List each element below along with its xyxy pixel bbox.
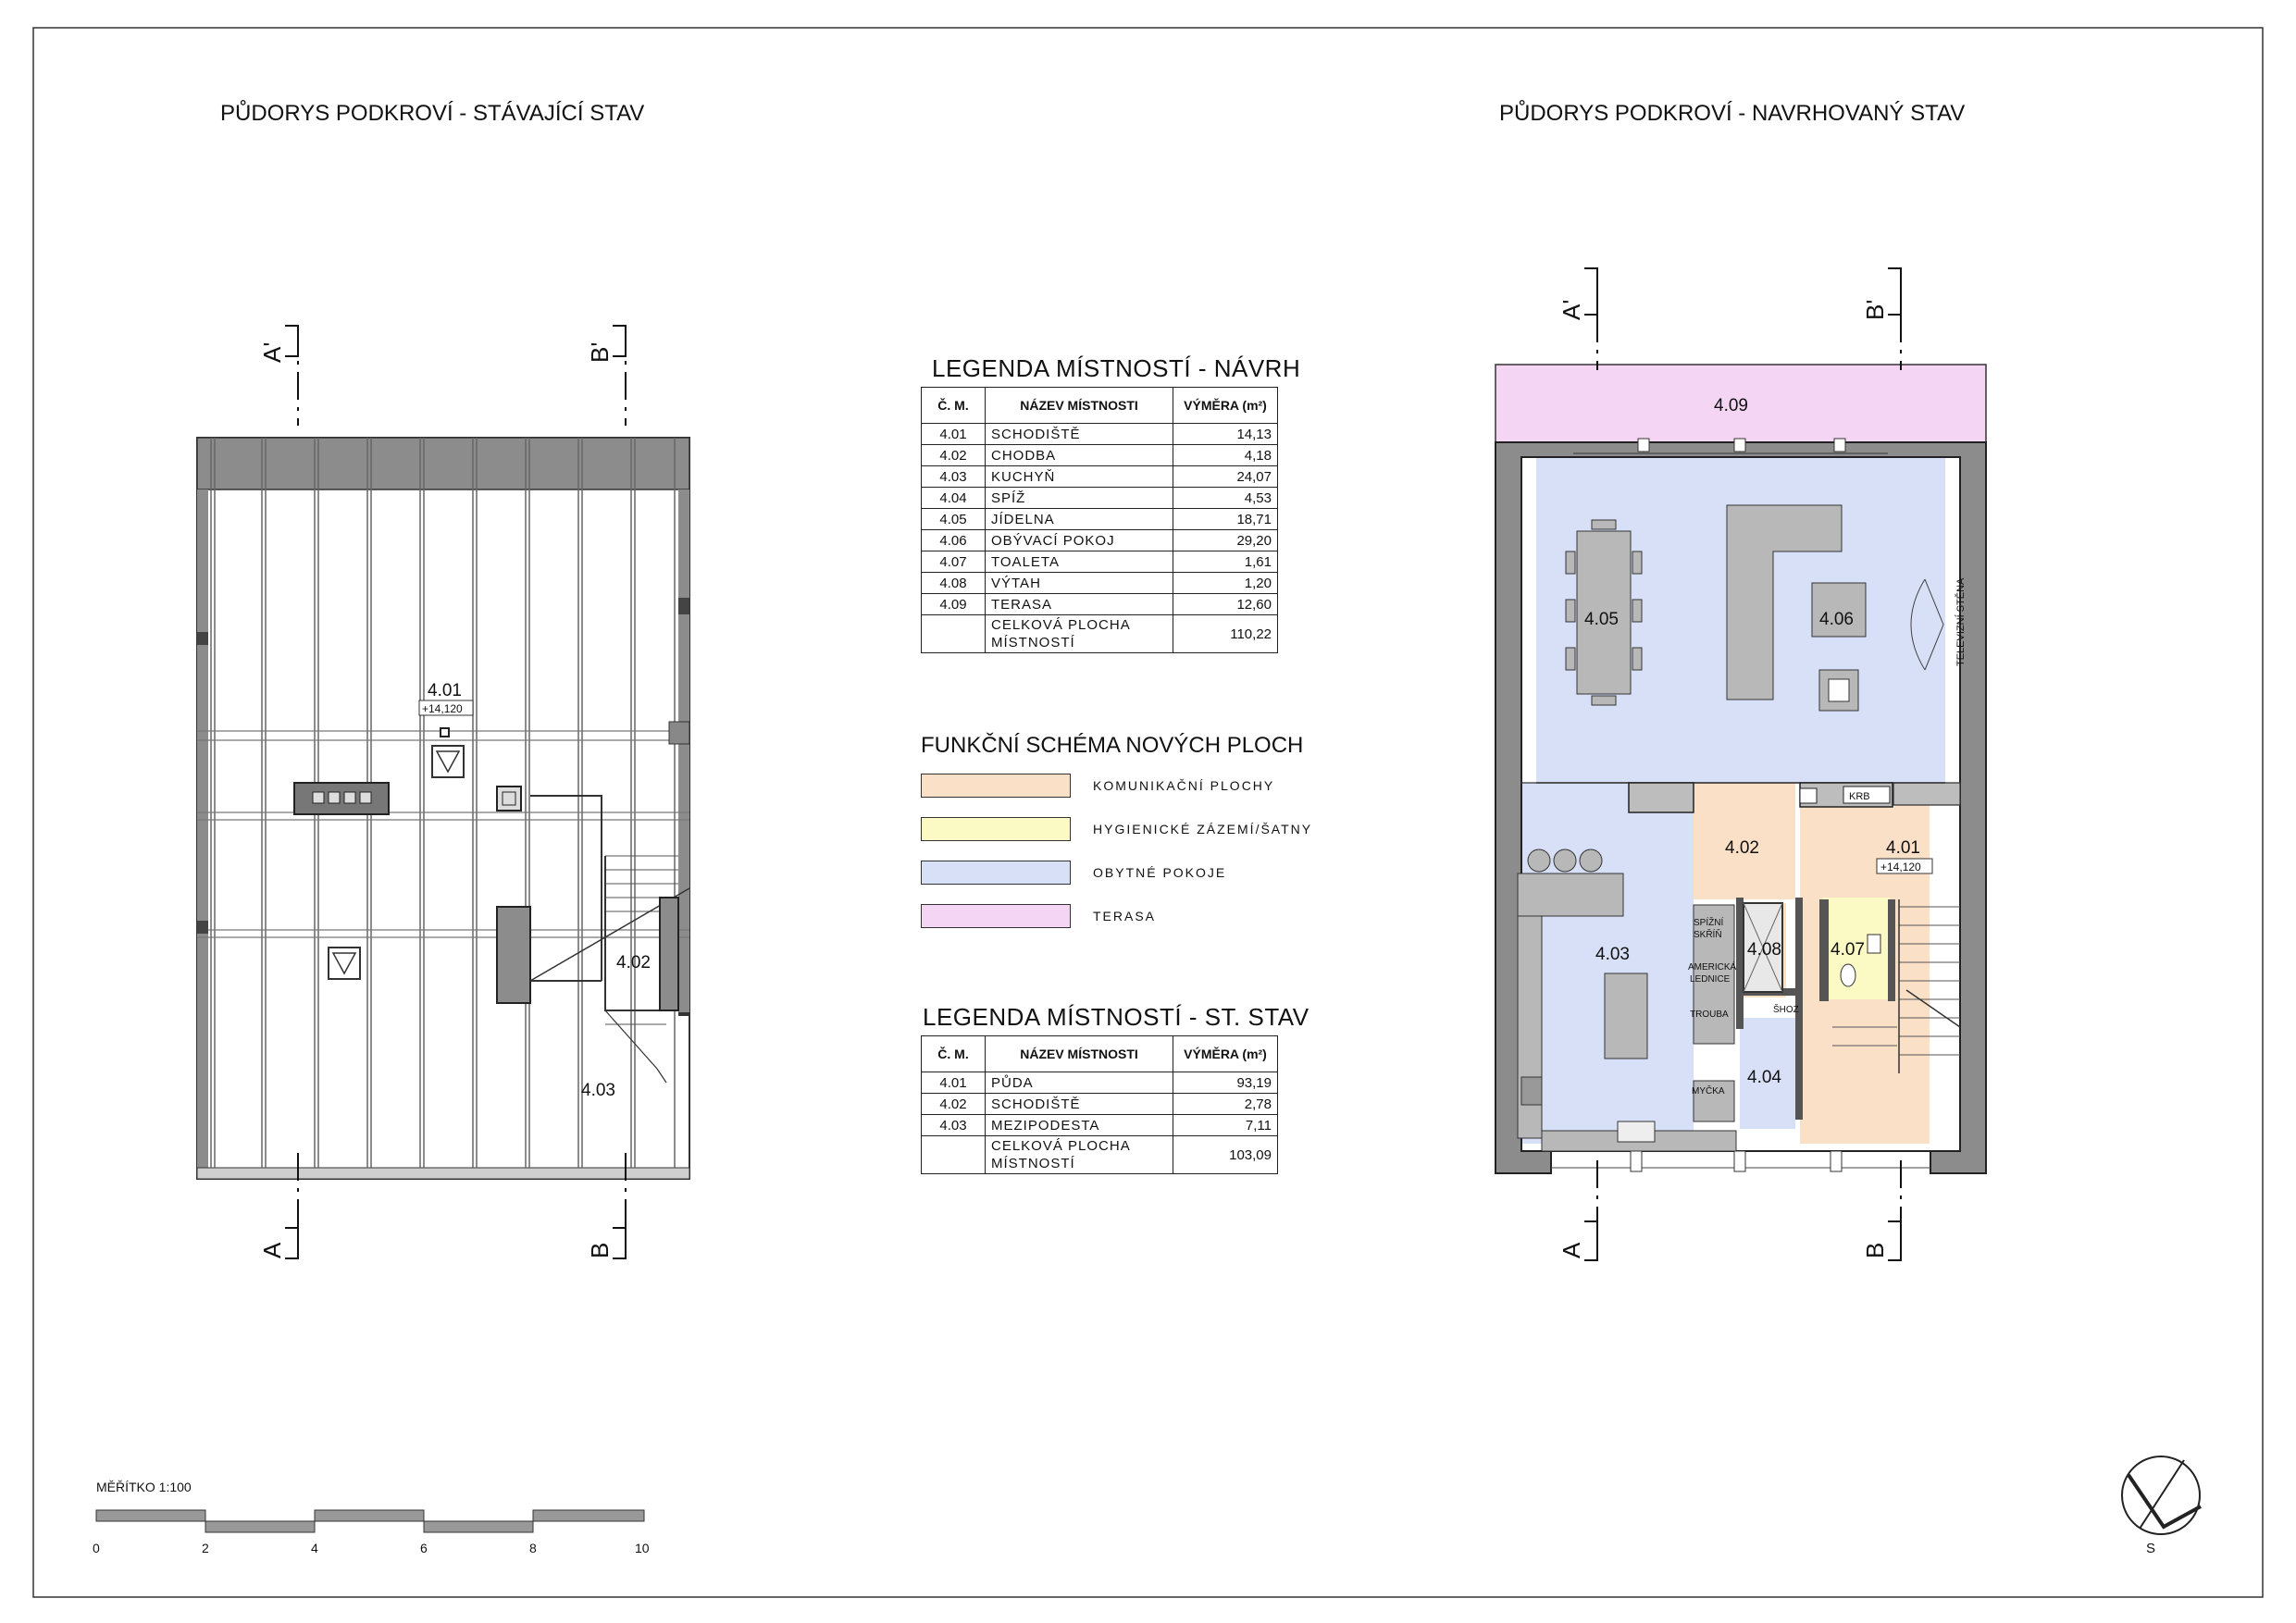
oven-label: TROUBA xyxy=(1690,1010,1729,1020)
cell-number: 4.01 xyxy=(922,1072,986,1094)
legend-swatch xyxy=(921,904,1071,928)
table-row xyxy=(922,509,1278,530)
table-row xyxy=(922,573,1278,594)
table-row xyxy=(922,1094,1278,1115)
table-row xyxy=(922,551,1278,573)
dishwasher-label: MYČKA xyxy=(1692,1086,1725,1096)
legend-existing-table xyxy=(921,1035,1278,1174)
cell-name: TOALETA xyxy=(986,551,1173,573)
legend-existing-header-number: Č. M. xyxy=(922,1036,986,1072)
cell-area: 18,71 xyxy=(1173,509,1278,530)
cell-area: 24,07 xyxy=(1173,466,1278,488)
existing-section-a-prime: A' xyxy=(258,341,286,363)
existing-room-401-level: +14,120 xyxy=(422,702,463,715)
table-row xyxy=(922,466,1278,488)
table-row xyxy=(922,530,1278,551)
proposed-plan-title: PŮDORYS PODKROVÍ - NAVRHOVANÝ STAV xyxy=(1499,101,1966,126)
legend-item-label: OBYTNÉ POKOJE xyxy=(1093,865,1227,880)
cell-number: 4.04 xyxy=(922,488,986,509)
cell-number: 4.05 xyxy=(922,509,986,530)
legend-swatch xyxy=(921,817,1071,841)
cell-number: 4.06 xyxy=(922,530,986,551)
proposed-section-a-prime: A' xyxy=(1558,299,1585,320)
legend-item-communication xyxy=(921,774,1274,798)
proposed-section-b: B xyxy=(1861,1242,1889,1258)
cell-name: SCHODIŠTĚ xyxy=(986,424,1173,445)
cell-name: VÝTAH xyxy=(986,573,1173,594)
scale-label: MĚŘÍTKO 1:100 xyxy=(96,1480,192,1494)
existing-section-b-prime: B' xyxy=(586,341,614,363)
existing-section-a: A xyxy=(258,1242,286,1258)
pantry-label-2: SKŘÍŇ xyxy=(1694,930,1722,940)
cell-total-label: CELKOVÁ PLOCHA MÍSTNOSTÍ xyxy=(986,615,1173,653)
legend-existing-title: LEGENDA MÍSTNOSTÍ - ST. STAV xyxy=(923,1003,1309,1031)
fridge-label-2: LEDNICE xyxy=(1690,974,1731,985)
fridge-label-1: AMERICKÁ xyxy=(1688,962,1737,973)
room-409-label: 4.09 xyxy=(1714,396,1748,415)
existing-room-403: 4.03 xyxy=(581,1081,615,1100)
existing-room-401: 4.01 xyxy=(428,681,462,700)
cell-name: TERASA xyxy=(986,594,1173,615)
cell-number: 4.03 xyxy=(922,466,986,488)
table-row xyxy=(922,1072,1278,1094)
legend-proposed-header-name: NÁZEV MÍSTNOSTI xyxy=(986,388,1173,424)
cell-name: PŮDA xyxy=(986,1072,1173,1094)
cell-area: 4,18 xyxy=(1173,445,1278,466)
table-row xyxy=(922,488,1278,509)
cell-area: 93,19 xyxy=(1173,1072,1278,1094)
scale-bar xyxy=(93,1480,650,1555)
proposed-floor-plan xyxy=(1496,268,1986,1260)
cell-name: MEZIPODESTA xyxy=(986,1115,1173,1136)
table-row xyxy=(922,1115,1278,1136)
legend-existing-header-name: NÁZEV MÍSTNOSTI xyxy=(986,1036,1173,1072)
cell-area: 7,11 xyxy=(1173,1115,1278,1136)
cell-number: 4.09 xyxy=(922,594,986,615)
cell-name: CHODBA xyxy=(986,445,1173,466)
room-404-label: 4.04 xyxy=(1747,1068,1781,1087)
legend-proposed-title: LEGENDA MÍSTNOSTÍ - NÁVRH xyxy=(932,354,1301,382)
legend-swatch xyxy=(921,861,1071,885)
cell-number: 4.03 xyxy=(922,1115,986,1136)
cell-area: 4,53 xyxy=(1173,488,1278,509)
cell-total-area: 103,09 xyxy=(1173,1136,1278,1174)
scale-tick-10: 10 xyxy=(635,1541,650,1555)
legend-proposed-header-area: VÝMĚRA (m²) xyxy=(1173,388,1278,424)
existing-room-402: 4.02 xyxy=(616,953,651,973)
cell-number: 4.02 xyxy=(922,1094,986,1115)
table-row xyxy=(922,594,1278,615)
room-401-level: +14,120 xyxy=(1880,861,1921,873)
legend-swatch xyxy=(921,774,1071,798)
cell-number: 4.07 xyxy=(922,551,986,573)
existing-plan-title: PŮDORYS PODKROVÍ - STÁVAJÍCÍ STAV xyxy=(220,101,645,126)
proposed-section-b-prime: B' xyxy=(1861,299,1889,320)
room-407-label: 4.07 xyxy=(1831,940,1865,960)
scale-tick-8: 8 xyxy=(529,1541,537,1555)
cell-number: 4.02 xyxy=(922,445,986,466)
pantry-label-1: SPÍŽNÍ xyxy=(1694,918,1724,928)
existing-floor-plan xyxy=(197,326,689,1258)
legend-proposed-header-number: Č. M. xyxy=(922,388,986,424)
function-scheme-title: FUNKČNÍ SCHÉMA NOVÝCH PLOCH xyxy=(921,733,1304,758)
hood-label: ŠHOZ xyxy=(1773,1005,1799,1015)
cell-area: 14,13 xyxy=(1173,424,1278,445)
cell-area: 2,78 xyxy=(1173,1094,1278,1115)
legend-item-hygiene xyxy=(921,817,1312,841)
legend-proposed-table xyxy=(921,387,1278,653)
cell-area: 1,20 xyxy=(1173,573,1278,594)
table-row xyxy=(922,445,1278,466)
legend-item-living xyxy=(921,861,1226,885)
table-row-total xyxy=(922,615,1278,653)
legend-item-terrace xyxy=(921,904,1156,928)
proposed-section-a: A xyxy=(1558,1242,1585,1258)
cell-area: 29,20 xyxy=(1173,530,1278,551)
legend-item-label: HYGIENICKÉ ZÁZEMÍ/ŠATNY xyxy=(1093,822,1313,836)
cell-number: 4.01 xyxy=(922,424,986,445)
scale-tick-2: 2 xyxy=(202,1541,209,1555)
cell-number: 4.08 xyxy=(922,573,986,594)
cell-name: JÍDELNA xyxy=(986,509,1173,530)
cell-area: 12,60 xyxy=(1173,594,1278,615)
fireplace-label: KRB xyxy=(1849,791,1870,802)
room-408-label: 4.08 xyxy=(1747,940,1781,960)
cell-total-label: CELKOVÁ PLOCHA MÍSTNOSTÍ xyxy=(986,1136,1173,1174)
room-405-label: 4.05 xyxy=(1584,610,1619,629)
north-arrow-icon xyxy=(2122,1456,2201,1556)
legend-existing-header-area: VÝMĚRA (m²) xyxy=(1173,1036,1278,1072)
legend-item-label: TERASA xyxy=(1093,909,1157,923)
cell-area: 1,61 xyxy=(1173,551,1278,573)
table-row-total xyxy=(922,1136,1278,1174)
room-406-label: 4.06 xyxy=(1819,610,1854,629)
legend-item-label: KOMUNIKAČNÍ PLOCHY xyxy=(1093,778,1275,793)
table-row xyxy=(922,424,1278,445)
room-401-label: 4.01 xyxy=(1886,838,1920,858)
cell-name: OBÝVACÍ POKOJ xyxy=(986,530,1173,551)
room-403-label: 4.03 xyxy=(1595,945,1630,964)
scale-tick-6: 6 xyxy=(420,1541,428,1555)
cell-name: SCHODIŠTĚ xyxy=(986,1094,1173,1115)
existing-section-b: B xyxy=(586,1242,614,1258)
room-402-label: 4.02 xyxy=(1725,838,1759,858)
scale-tick-0: 0 xyxy=(93,1541,100,1555)
cell-total-area: 110,22 xyxy=(1173,615,1278,653)
north-label: S xyxy=(2146,1541,2156,1556)
cell-name: KUCHYŇ xyxy=(986,466,1173,488)
scale-tick-4: 4 xyxy=(311,1541,318,1555)
tv-wall-label: TELEVIZNÍ STĚNA xyxy=(1955,577,1967,666)
cell-name: SPÍŽ xyxy=(986,488,1173,509)
